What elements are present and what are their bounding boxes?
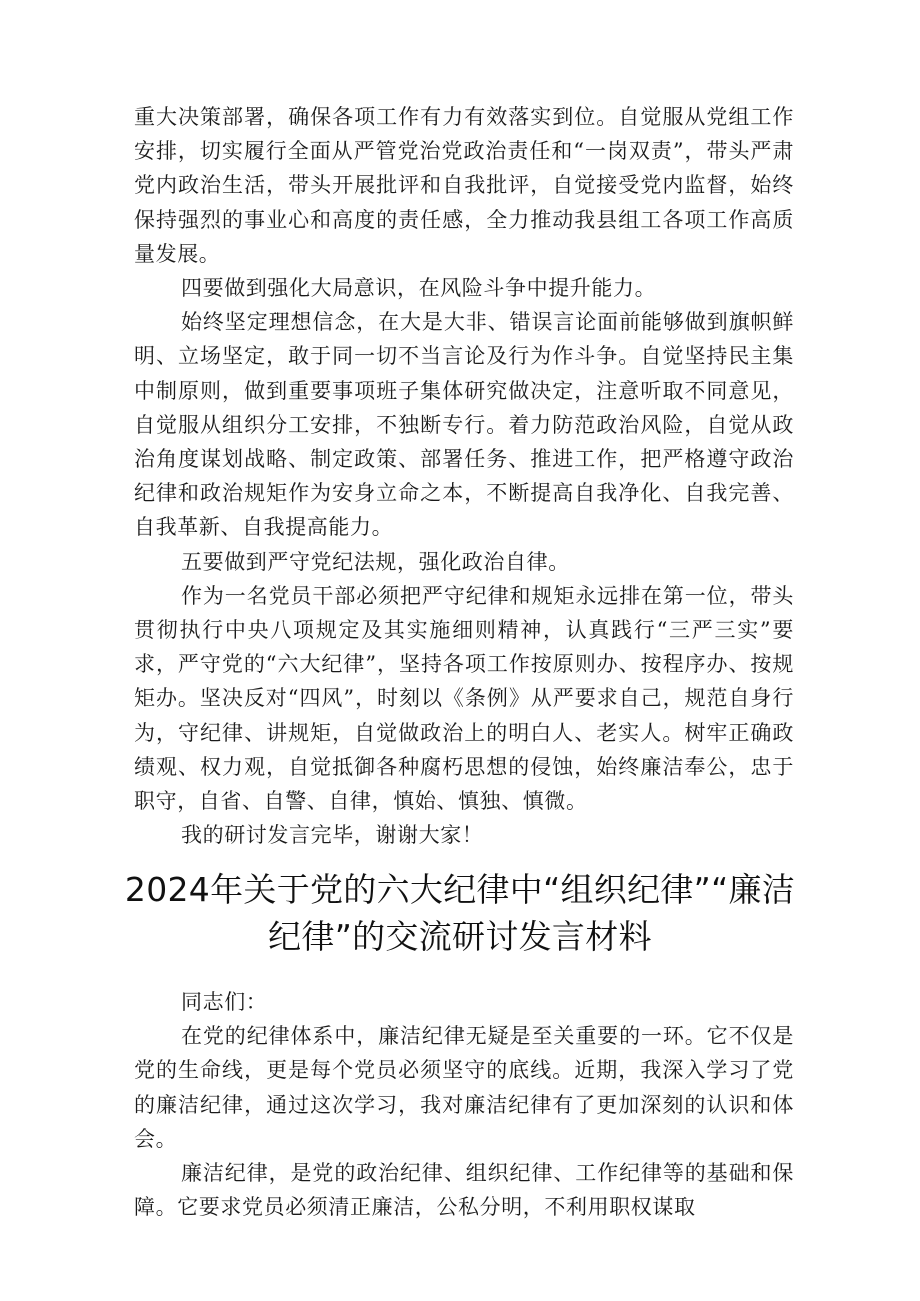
- paragraph: 廉洁纪律，是党的政治纪律、组织纪律、工作纪律等的基础和保障。它要求党员必须清正廉洁，公私分明，不利用职权谋取: [134, 1161, 794, 1220]
- paragraph: 重大决策部署，确保各项工作有力有效落实到位。自觉服从党组工作安排，切实履行全面从严管党治党政治责任和“一岗双责”，带头严肃党内政治生活，带头开展批评和自我批评，自觉接受党内监督，始终保持强烈的事业心和高度的责任感，全力推动我县组工各项工作高质量发展。: [134, 105, 794, 266]
- section-heading: 四要做到强化大局意识，在风险斗争中提升能力。: [181, 276, 657, 301]
- paragraph: 始终坚定理想信念，在大是大非、错误言论面前能够做到旗帜鲜明、立场坚定，敢于同一切不当言论及行为作斗争。自觉坚持民主集中制原则，做到重要事项班子集体研究做决定，注意听取不同意见，自觉服从组织分工安排，不独断专行。着力防范政治风险，自觉从政治角度谋划战略、制定政策、部署任务、推进工作，把严格遵守政治纪律和政治规矩作为安身立命之本，不断提高自我净化、自我完善、自我革新、自我提高能力。: [134, 310, 794, 540]
- section-heading: 五要做到严守党纪法规，强化政治自律。: [181, 549, 570, 574]
- paragraph: 作为一名党员干部必须把严守纪律和规矩永远排在第一位，带头贯彻执行中央八项规定及其实施细则精神，认真践行“三严三实”要求，严守党的“六大纪律”，坚持各项工作按原则办、按程序办、按规矩办。坚决反对“四风”，时刻以《条例》从严要求自己，规范自身行为，守纪律、讲规矩，自觉做政治上的明白人、老实人。树牢正确政绩观、权力观，自觉抵御各种腐朽思想的侵蚀，始终廉洁奉公，忠于职守，自省、自警、自律，慎始、慎独、慎微。: [134, 583, 794, 814]
- document-title: 2024年关于党的六大纪律中“组织纪律”“廉洁纪律”的交流研讨发言材料: [124, 870, 796, 956]
- closing-line: 我的研讨发言完毕，谢谢大家！: [181, 823, 484, 848]
- salutation: 同志们：: [181, 990, 268, 1014]
- paragraph: 在党的纪律体系中，廉洁纪律无疑是至关重要的一环。它不仅是党的生命线，更是每个党员必须坚守的底线。近期，我深入学习了党的廉洁纪律，通过这次学习，我对廉洁纪律有了更加深刻的认识和体会。: [134, 1024, 794, 1151]
- speech-body-bottom: [134, 985, 794, 1224]
- speech-body-top: [134, 100, 794, 852]
